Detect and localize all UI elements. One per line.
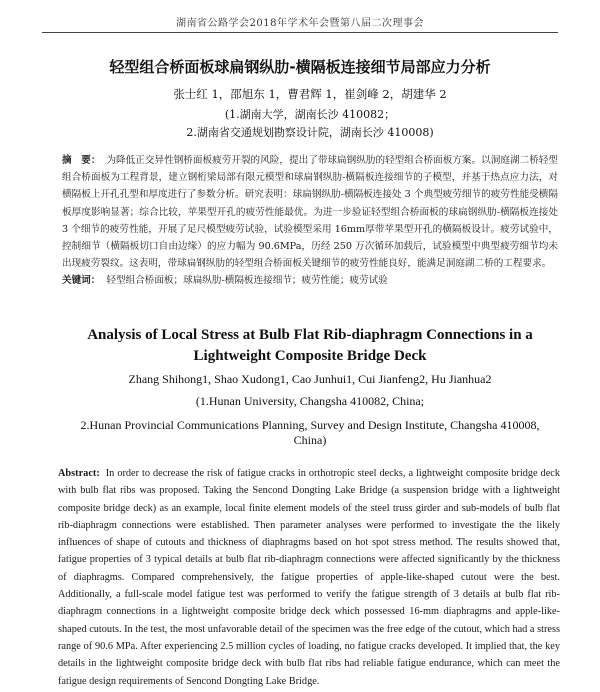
- chinese-abstract: [62, 152, 558, 290]
- chinese-abstract-label: 摘 要：: [62, 155, 101, 166]
- chinese-keywords-text: 轻型组合桥面板；球扁纵肋-横隔板连接细节；疲劳性能；疲劳试验: [106, 275, 388, 287]
- chinese-abstract-text: 为降低正交异性钢桥面板疲劳开裂的风险，提出了带球扁钢纵肋的轻型组合桥面板方案。以洞庭湖二桥轻型组合桥面板为工程背景，建立钢桁梁局部有限元模型和球扁钢纵肋-横隔板连接细节的子模型，并基于热点应力法，对横隔板上开孔孔型和厚度进行了参数分析。研究表明：球扁钢纵肋-横隔板连接处 3 个典型疲劳细节的疲劳性能受横隔板厚度影响显著；综合比较，苹果型开孔的疲劳性能最优。为进一步验证轻型组合桥面板的球扁钢纵肋-横隔板连接处 3 个细节的疲劳性能，开展了足尺模型疲劳试验，试验模型采用 16mm厚带苹果型开孔的横隔板设计。疲劳试验中，控制细节（横隔板切口自由边缘）的应力幅为 90.6MPa，历经 250 万次循环加载后，试验模型中典型疲劳细节均未出现疲劳裂纹。这表明，带球扁钢纵肋的轻型组合桥面板关键细节的疲劳性能良好，能满足洞庭湖二桥的工程要求。: [62, 155, 559, 270]
- chinese-affiliation-2: 2.湖南省交通规划勘察设计院，湖南长沙 410008): [186, 126, 434, 139]
- english-title: Analysis of Local Stress at Bulb Flat Rib-diaphragm Connections in a Lightweight Composite Bridge Deck: [87, 327, 533, 364]
- english-abstract-label: Abstract:: [58, 468, 100, 479]
- chinese-affiliation-1: (1.湖南大学，湖南长沙 410082；: [224, 108, 396, 121]
- chinese-authors: 张士红 1，邵旭东 1，曹君辉 1，崔剑峰 2，胡建华 2: [173, 87, 447, 101]
- running-header: 湖南省公路学会2018年学术年会暨第八届二次理事会: [176, 18, 424, 29]
- header-rule: [42, 32, 558, 33]
- english-affiliation-2: 2.Hunan Provincial Communications Planning, Survey and Design Institute, Changsha 410008, China): [80, 418, 540, 447]
- english-affiliation-1: (1.Hunan University, Changsha 410082, China;: [195, 394, 425, 408]
- english-authors: Zhang Shihong1, Shao Xudong1, Cao Junhui1, Cui Jianfeng2, Hu Jianhua2: [128, 372, 492, 386]
- chinese-keywords: [62, 272, 558, 289]
- chinese-title: 轻型组合桥面板球扁钢纵肋-横隔板连接细节局部应力分析: [109, 58, 491, 76]
- english-abstract: [58, 465, 560, 690]
- english-abstract-text: In order to decrease the risk of fatigue cracks in orthotropic steel decks, a lightweight composite bridge deck with bulb flat ribs was proposed. Taking the Sencond Dongting Lake Bridge (a suspension bridge with a lightweight composite bridge deck) as an example, local finite element models of the steel truss girder and sub-models of bulb flat rib-diaphragm connections were established. Then parameter analyses were performed to investigate the the likely influences of shape of cutouts and thickness of diaphragms based on hot spot stress method. The results showed that, fatigue properties of 3 typical details at bulb flat rib-diaphragm connections were affected significantly by the thickness of diaphragms. Compared comprehensively, the fatigue properties of apple-like-shaped cutout were the best. Additionally, a full-scale model fatigue test was performed to verify the fatigue strength of 3 details at bulb flat rib-diaphragm connections in a lightweight composite bridge deck which possessed 16-mm diaphragms and apple-like-shaped cutouts. In the test, the most unfavorable detail of the specimen was the free edge of the cutout, which had a stress range of 90.6 MPa. After experiencing 2.5 million cycles of loading, no fatigue cracks developed. It implied that, the key details in the lightweight composite bridge deck with bulb flat ribs had reliable fatigue endurance, which can meet the fatigue design requirements of Sencond Dongting Lake Bridge.: [58, 468, 560, 687]
- chinese-keywords-label: 关键词：: [62, 275, 101, 287]
